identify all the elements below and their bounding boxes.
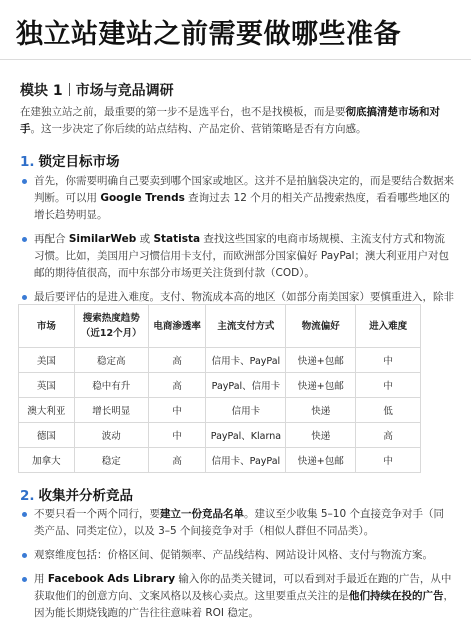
table-cell: 高 [148,373,206,398]
section-2-heading [20,484,133,504]
table-cell: 增长明显 [74,398,148,423]
list-item: 首先，你需要明确自己要卖到哪个国家或地区。这并不是拍脑袋决定的，而是要结合数据来判断。可以用 Google Trends 查询过去 12 个月的相关产品搜索热度，看看哪些地区的增长趋势明显。 [20,173,454,224]
header-entry-difficulty: 进入难度 [356,305,421,348]
table-cell: 快递+包邮 [286,373,356,398]
table-cell: 中 [148,423,206,448]
table-cell: PayPal、信用卡 [206,373,286,398]
table-cell: 快递+包邮 [286,348,356,373]
table-cell: 波动 [74,423,148,448]
section-1-heading [20,150,120,170]
table-cell: 快递+包邮 [286,448,356,473]
bullet-icon [22,577,27,582]
bullet-icon [22,179,27,184]
table-cell: 信用卡、PayPal [206,448,286,473]
table-cell: 稳中有升 [74,373,148,398]
table-cell: 中 [356,373,421,398]
bullet-icon [22,237,27,242]
table-cell: 快递 [286,398,356,423]
section-2-title: 收集并分析竞品 [38,488,134,504]
module-separator [69,83,70,96]
table-row [19,423,421,448]
intro-paragraph: 在建独立站之前，最重要的第一步不是选平台，也不是找模板，而是要彻底搞清楚市场和对手。这一步决定了你后续的站点结构、产品定价、营销策略是否有方向感。 [20,106,440,135]
table-row [19,373,421,398]
bullet-icon [22,553,27,558]
table-row [19,448,421,473]
header-payment: 主流支付方式 [206,305,286,348]
table-cell: PayPal、Klarna [206,423,286,448]
table-cell: 稳定 [74,448,148,473]
table-header-row [19,305,421,348]
page-title: 独立站建站之前需要做哪些准备 [16,19,401,50]
section-1-title: 锁定目标市场 [38,154,120,170]
table-cell: 中 [356,348,421,373]
table-cell: 澳大利亚 [19,398,75,423]
bullet-icon [22,512,27,517]
table-cell: 高 [148,348,206,373]
section-2-number: 2. [20,488,35,504]
table-cell: 英国 [19,373,75,398]
table-cell: 信用卡 [206,398,286,423]
table-cell: 高 [356,423,421,448]
list-item: 不要只看一个两个同行，要建立一份竞品名单。建议至少收集 5–10 个直接竞争对手（同类产品、同类定位），以及 3–5 个间接竞争对手（相似人群但不同品类）。 [20,506,454,540]
list-item: 观察维度包括：价格区间、促销频率、产品线结构、网站设计风格、支付与物流方案。 [20,547,454,564]
table-cell: 快递 [286,423,356,448]
module-heading [20,80,174,100]
table-cell: 美国 [19,348,75,373]
table-row [19,348,421,373]
table-cell: 加拿大 [19,448,75,473]
table-cell: 低 [356,398,421,423]
header-market: 市场 [19,305,75,348]
bullet-icon [22,295,27,300]
table-cell: 高 [148,448,206,473]
table-cell: 稳定高 [74,348,148,373]
list-item: 用 Facebook Ads Library 输入你的品类关键词，可以看到对手最近在跑的广告，从中获取他们的创意方向、文案风格以及核心卖点。这里要重点关注的是他们持续在投的广告，因为能长期烧钱跑的广告往往意味着 ROI 稳定。 [20,571,454,622]
list-item: 再配合 SimilarWeb 或 Statista 查找这些国家的电商市场规模、主流支付方式和物流习惯。比如，美国用户习惯信用卡支付，而欧洲部分国家偏好 PayPal；澳大利亚用户对包邮的期待值很高，而中东部分市场更关注货到付款（COD）。 [20,231,454,282]
title-divider [0,59,471,60]
table-cell: 信用卡、PayPal [206,348,286,373]
section-1-number: 1. [20,154,35,170]
header-logistics: 物流偏好 [286,305,356,348]
module-label: 模块 1 [20,83,63,99]
table-cell: 中 [148,398,206,423]
list-item: 最后要评估的是进入难度。支付、物流成本高的地区（如部分南美国家）要慎重进入，除非 [20,289,454,323]
header-ecommerce-penetration: 电商渗透率 [148,305,206,348]
table-row [19,398,421,423]
table-cell: 德国 [19,423,75,448]
module-name: 市场与竞品调研 [75,83,174,99]
section-2-bullets [20,506,454,629]
market-comparison-table [18,304,421,473]
header-search-trend: 搜索热度趋势 （近12个月） [74,305,148,348]
table-cell: 中 [356,448,421,473]
